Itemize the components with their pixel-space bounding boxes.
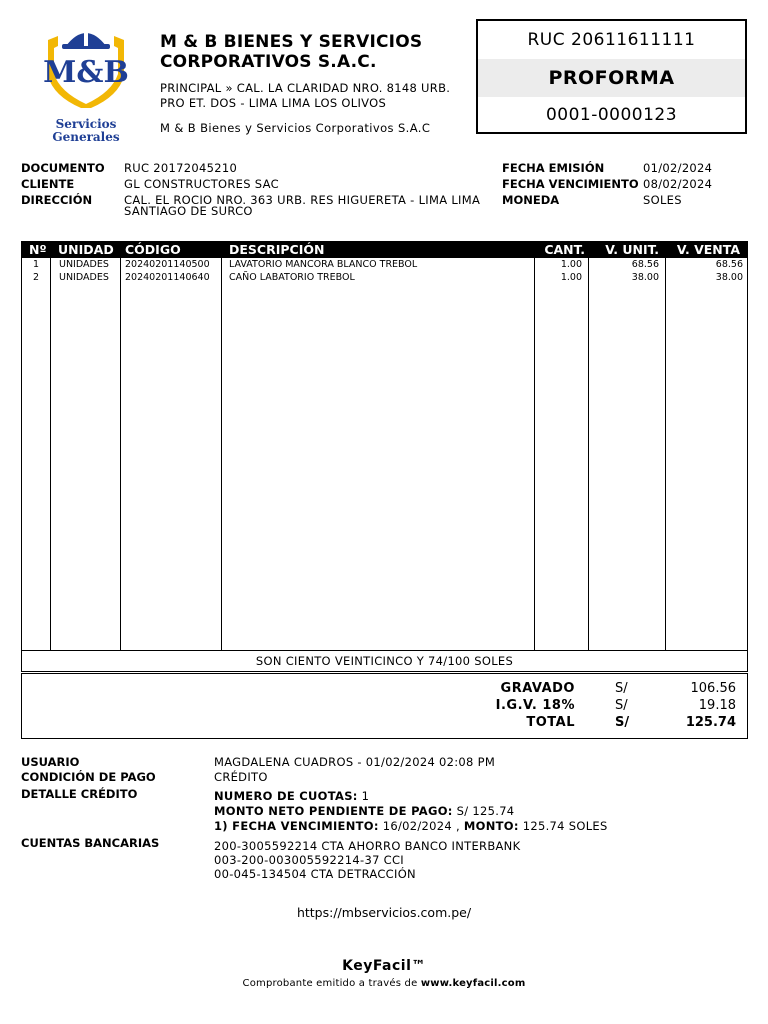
condicion-value: CRÉDITO (214, 770, 268, 784)
cell-valor-unitario: 38.00 (631, 272, 659, 283)
cuenta-3: 00-045-134504 CTA DETRACCIÓN (214, 867, 416, 881)
fecha-venc-value: 16/02/2024 , (382, 819, 460, 833)
cuotas-label: NUMERO DE CUOTAS: (214, 789, 358, 803)
moneda-value: SOLES (643, 193, 682, 207)
table-row (22, 258, 747, 271)
table-body (22, 258, 747, 284)
cuota-1-line (214, 819, 608, 834)
igv-row (22, 697, 747, 714)
igv-value: 19.18 (698, 698, 736, 713)
cell-unidad: UNIDADES (59, 259, 109, 270)
fecha-venc-label: 1) FECHA VENCIMIENTO: (214, 819, 379, 833)
header-unidad: UNIDAD (58, 242, 114, 257)
monto-neto-line (214, 804, 514, 819)
amount-in-words: SON CIENTO VEINTICINCO Y 74/100 SOLES (21, 650, 748, 672)
document-number: 0001-0000123 (545, 105, 678, 125)
cliente-label: CLIENTE (21, 177, 75, 191)
cell-valor-venta: 68.56 (715, 259, 743, 270)
cell-valor-unitario: 68.56 (631, 259, 659, 270)
emision-value: 01/02/2024 (643, 161, 713, 175)
cell-unidad: UNIDADES (59, 272, 109, 283)
header-valor-unitario: V. UNIT. (605, 242, 659, 257)
cliente-value: GL CONSTRUCTORES SAC (124, 177, 279, 191)
direccion-value: CAL. EL ROCIO NRO. 363 URB. RES HIGUERETA - LIMA LIMA SANTIAGO DE SURCO (124, 193, 481, 218)
condicion-label: CONDICIÓN DE PAGO (21, 770, 156, 784)
helmet-shield-icon (40, 18, 132, 108)
document-id-box (476, 19, 747, 134)
company-website-link[interactable]: https://mbservicios.com.pe/ (296, 905, 472, 920)
items-table (21, 241, 748, 651)
cell-cantidad: 1.00 (560, 259, 582, 270)
svg-text:M&B: M&B (43, 55, 129, 90)
logo-text-top: Servicios (55, 117, 117, 131)
cuotas-value: 1 (361, 789, 370, 803)
header-codigo: CÓDIGO (125, 242, 181, 257)
moneda-label: MONEDA (502, 193, 560, 207)
monto-neto-label: MONTO NETO PENDIENTE DE PAGO: (214, 804, 453, 818)
direccion-label: DIRECCIÓN (21, 193, 93, 207)
igv-label: I.G.V. 18% (495, 698, 575, 713)
header-cantidad: CANT. (544, 242, 585, 257)
cell-cantidad: 1.00 (560, 272, 582, 283)
company-info (160, 32, 460, 135)
company-address: PRINCIPAL » CAL. LA CLARIDAD NRO. 8148 URB. PRO ET. DOS - LIMA LIMA LOS OLIVOS (160, 81, 451, 110)
documento-value: RUC 20172045210 (124, 161, 238, 175)
document-type: PROFORMA (478, 59, 745, 97)
cuenta-1: 200-3005592214 CTA AHORRO BANCO INTERBANK (214, 839, 521, 853)
totals-box (21, 673, 748, 739)
igv-currency: S/ (615, 698, 628, 713)
gravado-currency: S/ (615, 681, 628, 696)
date-info (502, 160, 752, 208)
total-value: 125.74 (685, 715, 736, 730)
header-descripcion: DESCRIPCIÓN (229, 242, 325, 257)
issued-by-line (0, 978, 768, 989)
detalle-credito-label: DETALLE CRÉDITO (21, 787, 138, 801)
table-header (22, 242, 747, 258)
usuario-value: MAGDALENA CUADROS - 01/02/2024 02:08 PM (214, 755, 496, 769)
cell-descripcion: CAÑO LABATORIO TREBOL (229, 272, 355, 283)
cell-descripcion: LAVATORIO MANCORA BLANCO TREBOL (229, 259, 418, 270)
vencimiento-label: FECHA VENCIMIENTO (502, 177, 639, 191)
gravado-label: GRAVADO (500, 681, 575, 696)
usuario-label: USUARIO (21, 755, 80, 769)
brand-name: KeyFacil™ (342, 958, 426, 974)
monto-value: 125.74 SOLES (522, 819, 608, 833)
company-legal-name: M & B Bienes y Servicios Corporativos S.A.C (160, 121, 431, 135)
header-valor-venta: V. VENTA (676, 242, 740, 257)
cell-num: 2 (33, 272, 40, 283)
vencimiento-value: 08/02/2024 (643, 177, 713, 191)
cell-num: 1 (33, 259, 40, 270)
cuotas-line (214, 789, 369, 804)
total-label: TOTAL (526, 715, 575, 730)
gravado-row (22, 680, 747, 697)
company-name: M & B BIENES Y SERVICIOS CORPORATIVOS S.A.C. (160, 32, 423, 72)
logo-text-bottom: Generales (52, 130, 120, 144)
monto-neto-value: S/ 125.74 (456, 804, 515, 818)
client-info (21, 160, 481, 217)
monto-label: MONTO: (463, 819, 519, 833)
cuenta-2: 003-200-003005592214-37 CCI (214, 853, 404, 867)
documento-label: DOCUMENTO (21, 161, 105, 175)
issuer-ruc: RUC 20611611111 (527, 30, 696, 50)
emision-label: FECHA EMISIÓN (502, 161, 605, 175)
header-num: Nº (29, 242, 47, 257)
gravado-value: 106.56 (690, 681, 736, 696)
cell-codigo: 20240201140640 (125, 272, 210, 283)
issued-site-link[interactable]: www.keyfacil.com (420, 978, 526, 989)
cuentas-label: CUENTAS BANCARIAS (21, 836, 160, 850)
total-row (22, 714, 747, 731)
cell-codigo: 20240201140500 (125, 259, 210, 270)
total-currency: S/ (615, 715, 630, 730)
cell-valor-venta: 38.00 (715, 272, 743, 283)
issued-prefix: Comprobante emitido a través de (242, 978, 418, 989)
table-row (22, 271, 747, 284)
company-logo (40, 18, 132, 144)
